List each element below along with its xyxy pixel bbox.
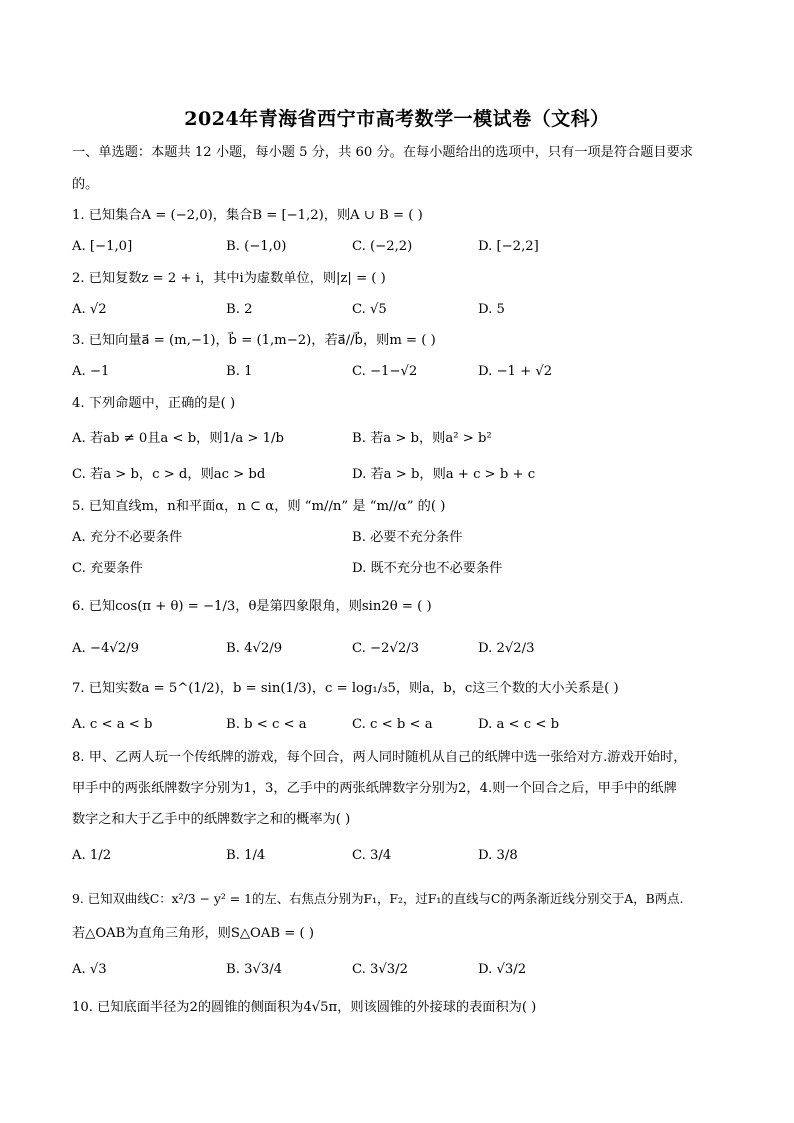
question-8-options (72, 847, 732, 865)
question-7-options (72, 716, 732, 734)
option-a: A. −4√2/9 (72, 641, 139, 656)
question-9-cont: 若△OAB为直角三角形，则S△OAB = ( ) (72, 926, 314, 941)
option-d: D. a < c < b (478, 717, 560, 732)
option-d: D. 2√2/3 (478, 641, 535, 656)
option-b: B. 1/4 (226, 848, 266, 863)
option-b: B. b < c < a (226, 717, 307, 732)
option-b: B. 必要不充分条件 (352, 530, 463, 545)
question-5: 5. 已知直线m，n和平面α，n ⊂ α，则 “m//n” 是 “m//α” 的( ) (72, 499, 446, 514)
option-c: C. 3√3/2 (352, 962, 409, 977)
option-c: C. 若a > b，c > d，则ac > bd (72, 467, 266, 482)
option-b: B. (−1,0) (226, 239, 287, 254)
question-6-options (72, 640, 732, 658)
option-c: C. −1−√2 (352, 364, 418, 379)
question-5-options-row2 (72, 560, 732, 578)
section-heading: 一、单选题：本题共 12 小题，每小题 5 分，共 60 分。在每小题给出的选项中，只有一项是符合题目要求 (72, 145, 693, 160)
option-b: B. 4√2/9 (226, 641, 283, 656)
option-a: A. 充分不必要条件 (72, 530, 183, 545)
question-9-options (72, 961, 732, 979)
section-heading-cont: 的。 (72, 177, 99, 192)
option-d: D. √3/2 (478, 962, 527, 977)
question-8-cont-2: 数字之和大于乙手中的纸牌数字之和的概率为( ) (72, 812, 351, 827)
option-a: A. c < a < b (72, 717, 153, 732)
option-d: D. [−2,2] (478, 239, 539, 254)
option-c: C. 3/4 (352, 848, 392, 863)
question-9: 9. 已知双曲线C：x²/3 − y² = 1的左、右焦点分别为F₁，F₂，过F₁的直线与C的两条渐近线分别交于A，B两点. (72, 891, 684, 906)
option-d: D. 3/8 (478, 848, 518, 863)
question-4-options-row1 (72, 430, 732, 448)
option-a: A. 1/2 (72, 848, 112, 863)
option-c: C. c < b < a (352, 717, 433, 732)
question-2-options (72, 301, 732, 319)
option-c: C. √5 (352, 302, 387, 317)
exam-title: 2024年青海省西宁市高考数学一模试卷（文科） (184, 108, 610, 130)
option-d: D. 既不充分也不必要条件 (352, 561, 503, 576)
option-c: C. 充要条件 (72, 561, 143, 576)
option-a: A. [−1,0] (72, 239, 133, 254)
option-c: C. −2√2/3 (352, 641, 420, 656)
question-8-cont-1: 甲手中的两张纸牌数字分别为1，3，乙手中的两张纸牌数字分别为2，4.则一个回合之后，甲手中的纸牌 (72, 781, 677, 796)
question-4: 4. 下列命题中，正确的是( ) (72, 396, 236, 411)
question-8: 8. 甲、乙两人玩一个传纸牌的游戏，每个回合，两人同时随机从自己的纸牌中选一张给对方.游戏开始时， (72, 750, 687, 765)
option-b: B. 2 (226, 302, 253, 317)
option-b: B. 1 (226, 364, 253, 379)
option-a: A. 若ab ≠ 0且a < b，则1/a > 1/b (72, 431, 284, 446)
question-1-options (72, 238, 732, 256)
option-d: D. −1 + √2 (478, 364, 553, 379)
option-b: B. 3√3/4 (226, 962, 283, 977)
question-10: 10. 已知底面半径为2的圆锥的侧面积为4√5π，则该圆锥的外接球的表面积为( ) (72, 1000, 537, 1015)
option-d: D. 5 (478, 302, 505, 317)
question-6: 6. 已知cos(π + θ) = −1/3，θ是第四象限角，则sin2θ = ( ) (72, 599, 432, 614)
question-3-options (72, 363, 732, 381)
question-1: 1. 已知集合A = (−2,0)，集合B = [−1,2)，则A ∪ B = ( ) (72, 208, 423, 223)
option-a: A. √3 (72, 962, 107, 977)
question-2: 2. 已知复数z = 2 + i，其中i为虚数单位，则|z| = ( ) (72, 271, 386, 286)
option-a: A. −1 (72, 364, 110, 379)
question-7: 7. 已知实数a = 5^(1/2)，b = sin(1/3)，c = log₁/₃5，则a，b，c这三个数的大小关系是( ) (72, 681, 619, 696)
question-4-options-row2 (72, 466, 732, 484)
question-5-options-row1 (72, 529, 732, 547)
option-c: C. (−2,2) (352, 239, 413, 254)
option-a: A. √2 (72, 302, 107, 317)
option-b: B. 若a > b，则a² > b² (352, 431, 492, 446)
question-3: 3. 已知向量a⃗ = (m,−1)，b⃗ = (1,m−2)，若a⃗//b⃗，则m = ( ) (72, 333, 436, 348)
option-d: D. 若a > b，则a + c > b + c (352, 467, 536, 482)
